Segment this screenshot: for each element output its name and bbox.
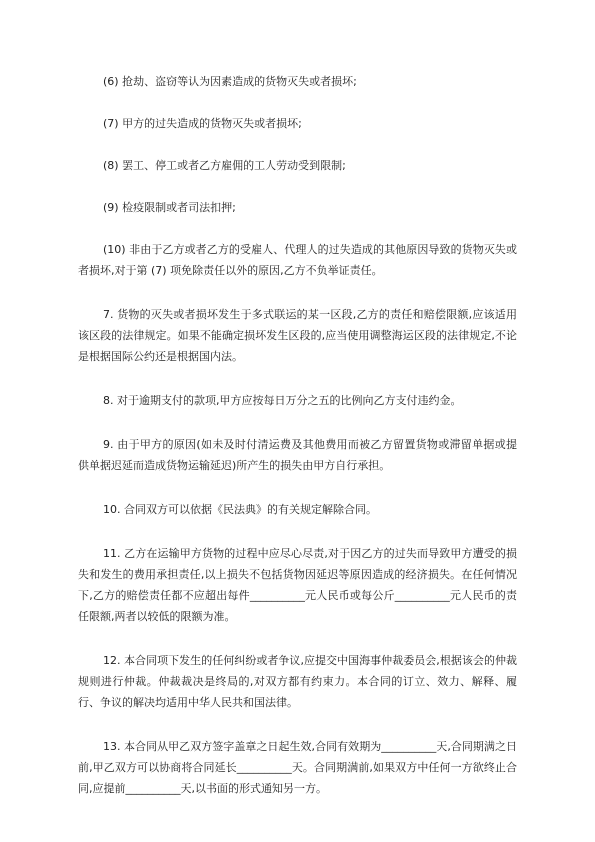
section-9-paragraph: 9. 由于甲方的原因(如未及时付清运费及其他费用而被乙方留置货物或滞留单据或提供单据迟延而造成货物运输延迟)所产生的损失由甲方自行承担。 bbox=[78, 438, 517, 472]
section-8-paragraph: 8. 对于逾期支付的款项,甲方应按每日万分之五的比例向乙方支付违约金。 bbox=[103, 394, 462, 407]
section-10-paragraph: 10. 合同双方可以依据《民法典》的有关规定解除合同。 bbox=[103, 503, 377, 516]
section-7-paragraph: 7. 货物的灭失或者损坏发生于多式联运的某一区段,乙方的责任和赔偿限额,应该适用该区段的法律规定。如果不能确定损坏发生区段的,应当使用调整海运区段的法律规定,不论是根据国际公约还是根据国内法。 bbox=[78, 308, 517, 363]
clause-10: (10) 非由于乙方或者乙方的受雇人、代理人的过失造成的其他原因导致的货物灭失或者损坏,对于第 (7) 项免除责任以外的原因,乙方不负举证责任。 bbox=[78, 243, 517, 277]
clause-8: (8) 罢工、停工或者乙方雇佣的工人劳动受到限制; bbox=[103, 159, 346, 172]
section-12-paragraph: 12. 本合同项下发生的任何纠纷或者争议,应提交中国海事仲裁委员会,根据该会的仲裁规则进行仲裁。仲裁裁决是终局的,对双方都有约束力。本合同的订立、效力、解释、履行、争议的解决均适用中华人民共和国法律。 bbox=[78, 654, 517, 709]
clause-6: (6) 抢劫、盗窃等认为因素造成的货物灭失或者损坏; bbox=[103, 75, 357, 88]
section-13-paragraph: 13. 本合同从甲乙双方签字盖章之日起生效,合同有效期为__________天,合同期满之日前,甲乙双方可以协商将合同延长__________天。合同期满前,如果双方中任何一方欲终止合同,应提前__________天,以书面的形式通知另一方。 bbox=[78, 740, 517, 795]
clause-9: (9) 检疫限制或者司法扣押; bbox=[103, 201, 236, 214]
clause-7: (7) 甲方的过失造成的货物灭失或者损坏; bbox=[103, 117, 302, 130]
section-11-paragraph: 11. 乙方在运输甲方货物的过程中应尽心尽责,对于因乙方的过失而导致甲方遭受的损失和发生的费用承担责任,以上损失不包括货物因延迟等原因造成的经济损失。在任何情况下,乙方的赔偿责任都不应超出每件__________元人民币或每公斤__________元人民币的责任限额,两者以较低的限额为准。 bbox=[78, 547, 517, 623]
